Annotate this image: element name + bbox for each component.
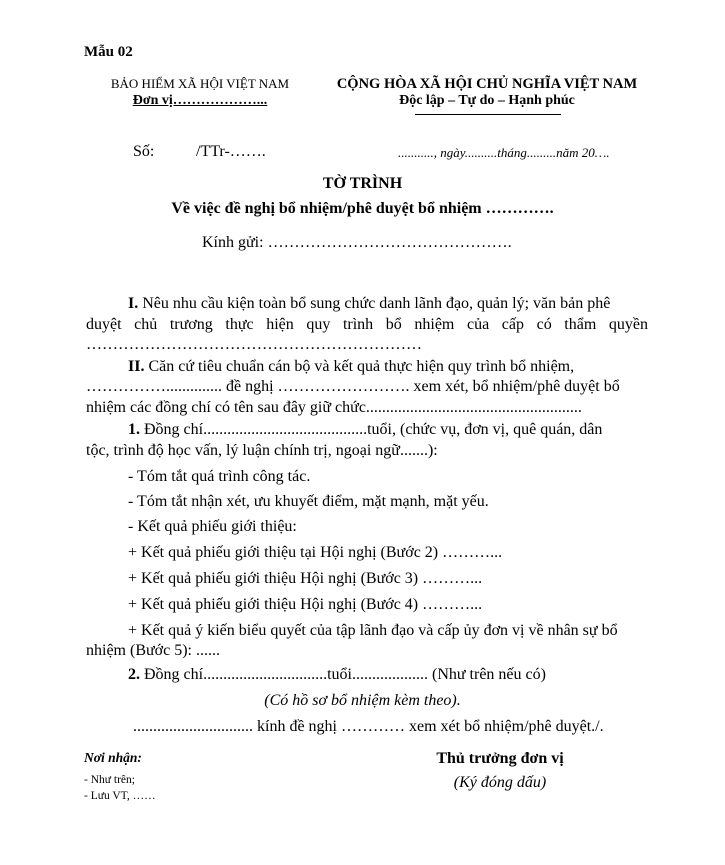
- recipient-item: - Lưu VT, ……: [84, 790, 156, 802]
- vote-result-line-1: + Kết quả ý kiến biểu quyết của tập lãnh đạo và cấp ủy đơn vị về nhân sự bổ: [128, 622, 618, 639]
- candidate-1-text-1: Đồng chí.........................................tuổi, (chức vụ, đơn vị, quê quán, dân: [144, 421, 603, 438]
- candidate-1-number: 1.: [128, 421, 140, 438]
- nomination-step-4: + Kết quả phiếu giới thiệu Hội nghị (Bước 4) ………...: [128, 596, 483, 613]
- unit-line: [95, 93, 305, 109]
- closing-request: .............................. kính đề nghị ………… xem xét bổ nhiệm/phê duyệt./.: [133, 718, 604, 735]
- section-1-text-1: Nêu nhu cầu kiện toàn bổ sung chức danh lãnh đạo, quản lý; văn bản phê: [142, 295, 611, 312]
- date-line: ..........., ngày..........tháng.........năm 20….: [398, 145, 610, 160]
- document-title: TỜ TRÌNH: [322, 175, 403, 192]
- section-2-text-1: Căn cứ tiêu chuẩn cán bộ và kết quả thực hiện quy trình bổ nhiệm,: [148, 358, 575, 375]
- country-name: CỘNG HÒA XÃ HỘI CHỦ NGHĨA VIỆT NAM: [336, 76, 638, 92]
- document-number: /TTr-…….: [196, 143, 266, 160]
- vote-result-line-2: nhiệm (Bước 5): ......: [86, 642, 220, 659]
- candidate-2-text: Đồng chí...............................tuổi................... (Như trên nếu có): [144, 666, 546, 683]
- nomination-results-heading: - Kết quả phiếu giới thiệu:: [128, 518, 297, 535]
- section-1-text-3: ………………………………………………………: [86, 336, 422, 353]
- form-label: Mẫu 02: [84, 44, 133, 60]
- summary-evaluation: - Tóm tắt nhận xét, ưu khuyết điểm, mặt mạnh, mặt yếu.: [128, 493, 489, 510]
- section-1-numeral: I.: [128, 295, 139, 312]
- unit-text: Đơn vị………………...: [132, 93, 268, 108]
- section-2-numeral: II.: [128, 358, 145, 375]
- motto-underline: [415, 114, 561, 115]
- section-2-line-1: [128, 358, 574, 376]
- document-subject: Về việc đề nghị bổ nhiệm/phê duyệt bổ nhiệm ………….: [171, 200, 554, 217]
- candidate-1-line-1: [128, 421, 602, 439]
- recipient-line: Kính gửi: ……………………………………….: [202, 234, 512, 251]
- section-2-text-2: …………….............. đề nghị ……………………. xem xét, bổ nhiệm/phê duyệt bổ: [86, 378, 620, 395]
- recipients-label: Nơi nhận:: [84, 750, 142, 765]
- section-1-line-1: [128, 295, 610, 313]
- national-motto: Độc lập – Tự do – Hạnh phúc: [399, 93, 575, 108]
- signature-note: (Ký đóng dấu): [453, 774, 547, 791]
- candidate-2-line: [128, 666, 546, 684]
- recipient-item: - Như trên;: [84, 774, 135, 786]
- agency-name: BẢO HIỂM XÃ HỘI VIỆT NAM: [110, 76, 290, 91]
- attachment-note: (Có hồ sơ bổ nhiệm kèm theo).: [264, 692, 461, 709]
- candidate-2-number: 2.: [128, 666, 140, 683]
- section-2-text-3: nhiệm các đồng chí có tên sau đây giữ chức......................................................: [86, 399, 582, 416]
- signature-title: Thủ trưởng đơn vị: [436, 750, 564, 767]
- candidate-1-text-2: tộc, trình độ học vấn, lý luận chính trị, ngoại ngữ.......):: [86, 442, 438, 459]
- nomination-step-2: + Kết quả phiếu giới thiệu tại Hội nghị (Bước 2) ………...: [128, 544, 503, 561]
- section-1-text-2: duyệt chủ trương thực hiện quy trình bổ nhiệm của cấp có thẩm quyền: [86, 316, 648, 333]
- summary-career: - Tóm tắt quá trình công tác.: [128, 468, 311, 485]
- document-number-label: Số:: [133, 143, 155, 160]
- nomination-step-3: + Kết quả phiếu giới thiệu Hội nghị (Bước 3) ………...: [128, 570, 483, 587]
